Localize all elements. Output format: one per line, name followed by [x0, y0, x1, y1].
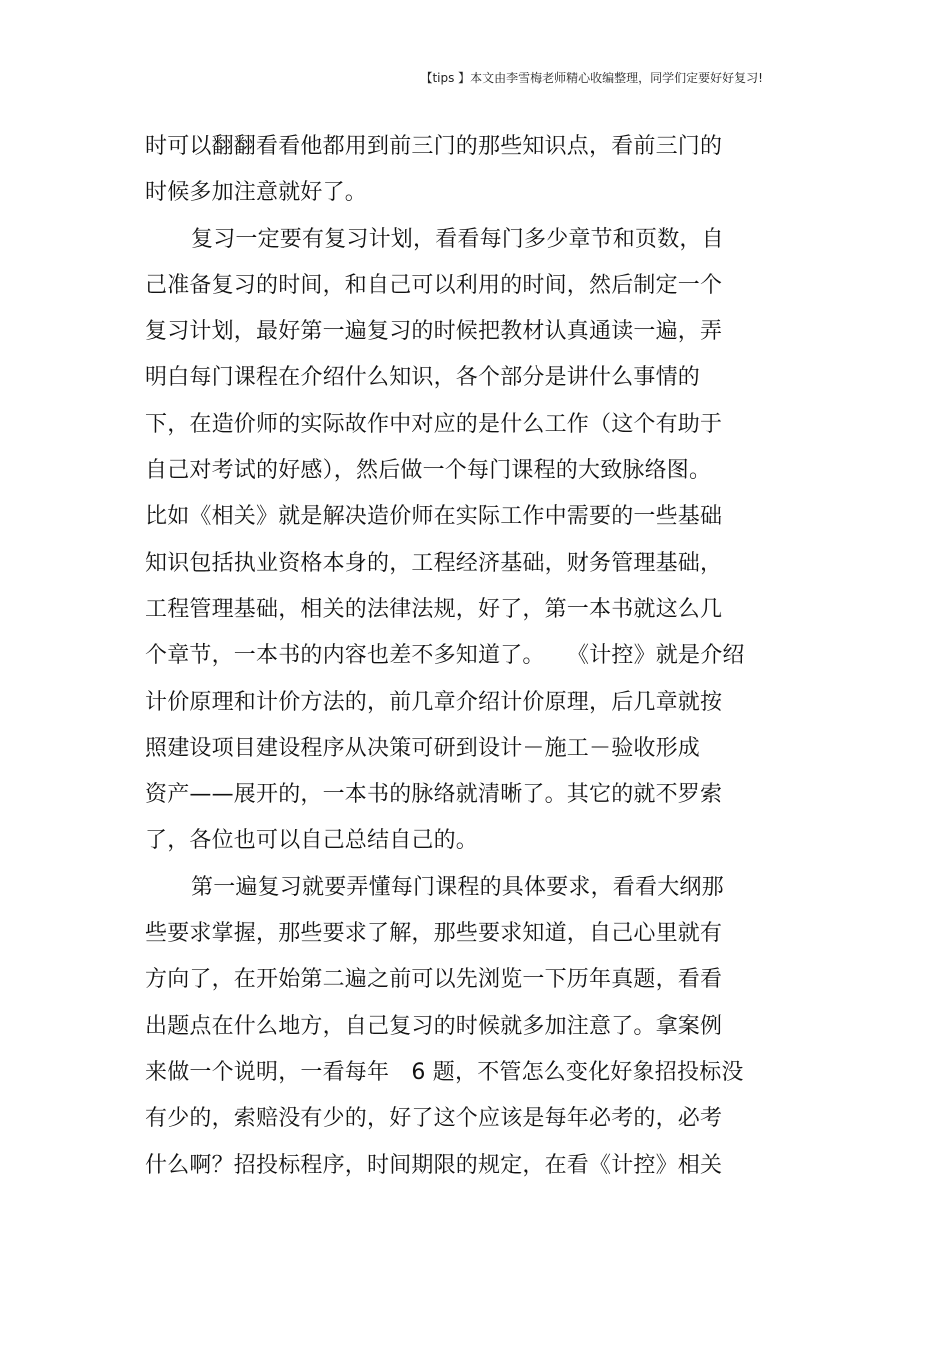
text-line: 计价原理和计价方法的，前几章介绍计价原理，后几章就按 — [145, 689, 723, 715]
text-line: 知识包括执业资格本身的，工程经济基础，财务管理基础， — [145, 550, 723, 576]
text-line: 来做一个说明，一看每年 6 题，不管怎么变化好象招投标没 — [145, 1059, 744, 1085]
text-line: 些要求掌握，那些要求了解，那些要求知道，自己心里就有 — [145, 921, 723, 947]
text-line: 出题点在什么地方，自己复习的时候就多加注意了。拿案例 — [145, 1013, 723, 1039]
text-line: 工程管理基础，相关的法律法规，好了，第一本书就这么几 — [145, 596, 723, 622]
text-line: 照建设项目建设程序从决策可研到设计－施工－验收形成 — [145, 735, 701, 761]
text-line: 自己对考试的好感），然后做一个每门课程的大致脉络图。 — [145, 458, 712, 484]
header-tip-note: 【tips 】本文由李雪梅老师精心收编整理，同学们定要好好复习! — [420, 71, 763, 85]
paragraph-first-line: 第一遍复习就要弄懂每门课程的具体要求，看看大纲那 — [191, 874, 724, 900]
text-line: 时候多加注意就好了。 — [145, 180, 368, 206]
paragraph-first-line: 复习一定要有复习计划，看看每门多少章节和页数，自 — [191, 226, 724, 252]
text-line: 了，各位也可以自己总结自己的。 — [145, 828, 479, 854]
text-line: 时可以翻翻看看他都用到前三门的那些知识点，看前三门的 — [145, 134, 723, 159]
text-line: 有少的，索赔没有少的，好了这个应该是每年必考的，必考 — [145, 1106, 723, 1132]
text-line: 明白每门课程在介绍什么知识，各个部分是讲什么事情的 — [145, 365, 701, 391]
document-body — [145, 124, 805, 1189]
text-line: 比如《相关》就是解决造价师在实际工作中需要的一些基础 — [145, 504, 723, 530]
text-line: 己准备复习的时间，和自己可以利用的时间，然后制定一个 — [145, 272, 723, 298]
text-line: 个章节，一本书的内容也差不多知道了。 《计控》就是介绍 — [145, 643, 745, 669]
text-line: 下，在造价师的实际故作中对应的是什么工作（这个有助于 — [145, 411, 723, 437]
text-line: 方向了，在开始第二遍之前可以先浏览一下历年真题，看看 — [145, 967, 723, 993]
text-line: 什么啊？招投标程序，时间期限的规定，在看《计控》相关 — [145, 1152, 723, 1178]
text-line: 资产——展开的，一本书的脉络就清晰了。其它的就不罗索 — [145, 782, 723, 808]
text-line: 复习计划，最好第一遍复习的时候把教材认真通读一遍，弄 — [145, 319, 723, 345]
